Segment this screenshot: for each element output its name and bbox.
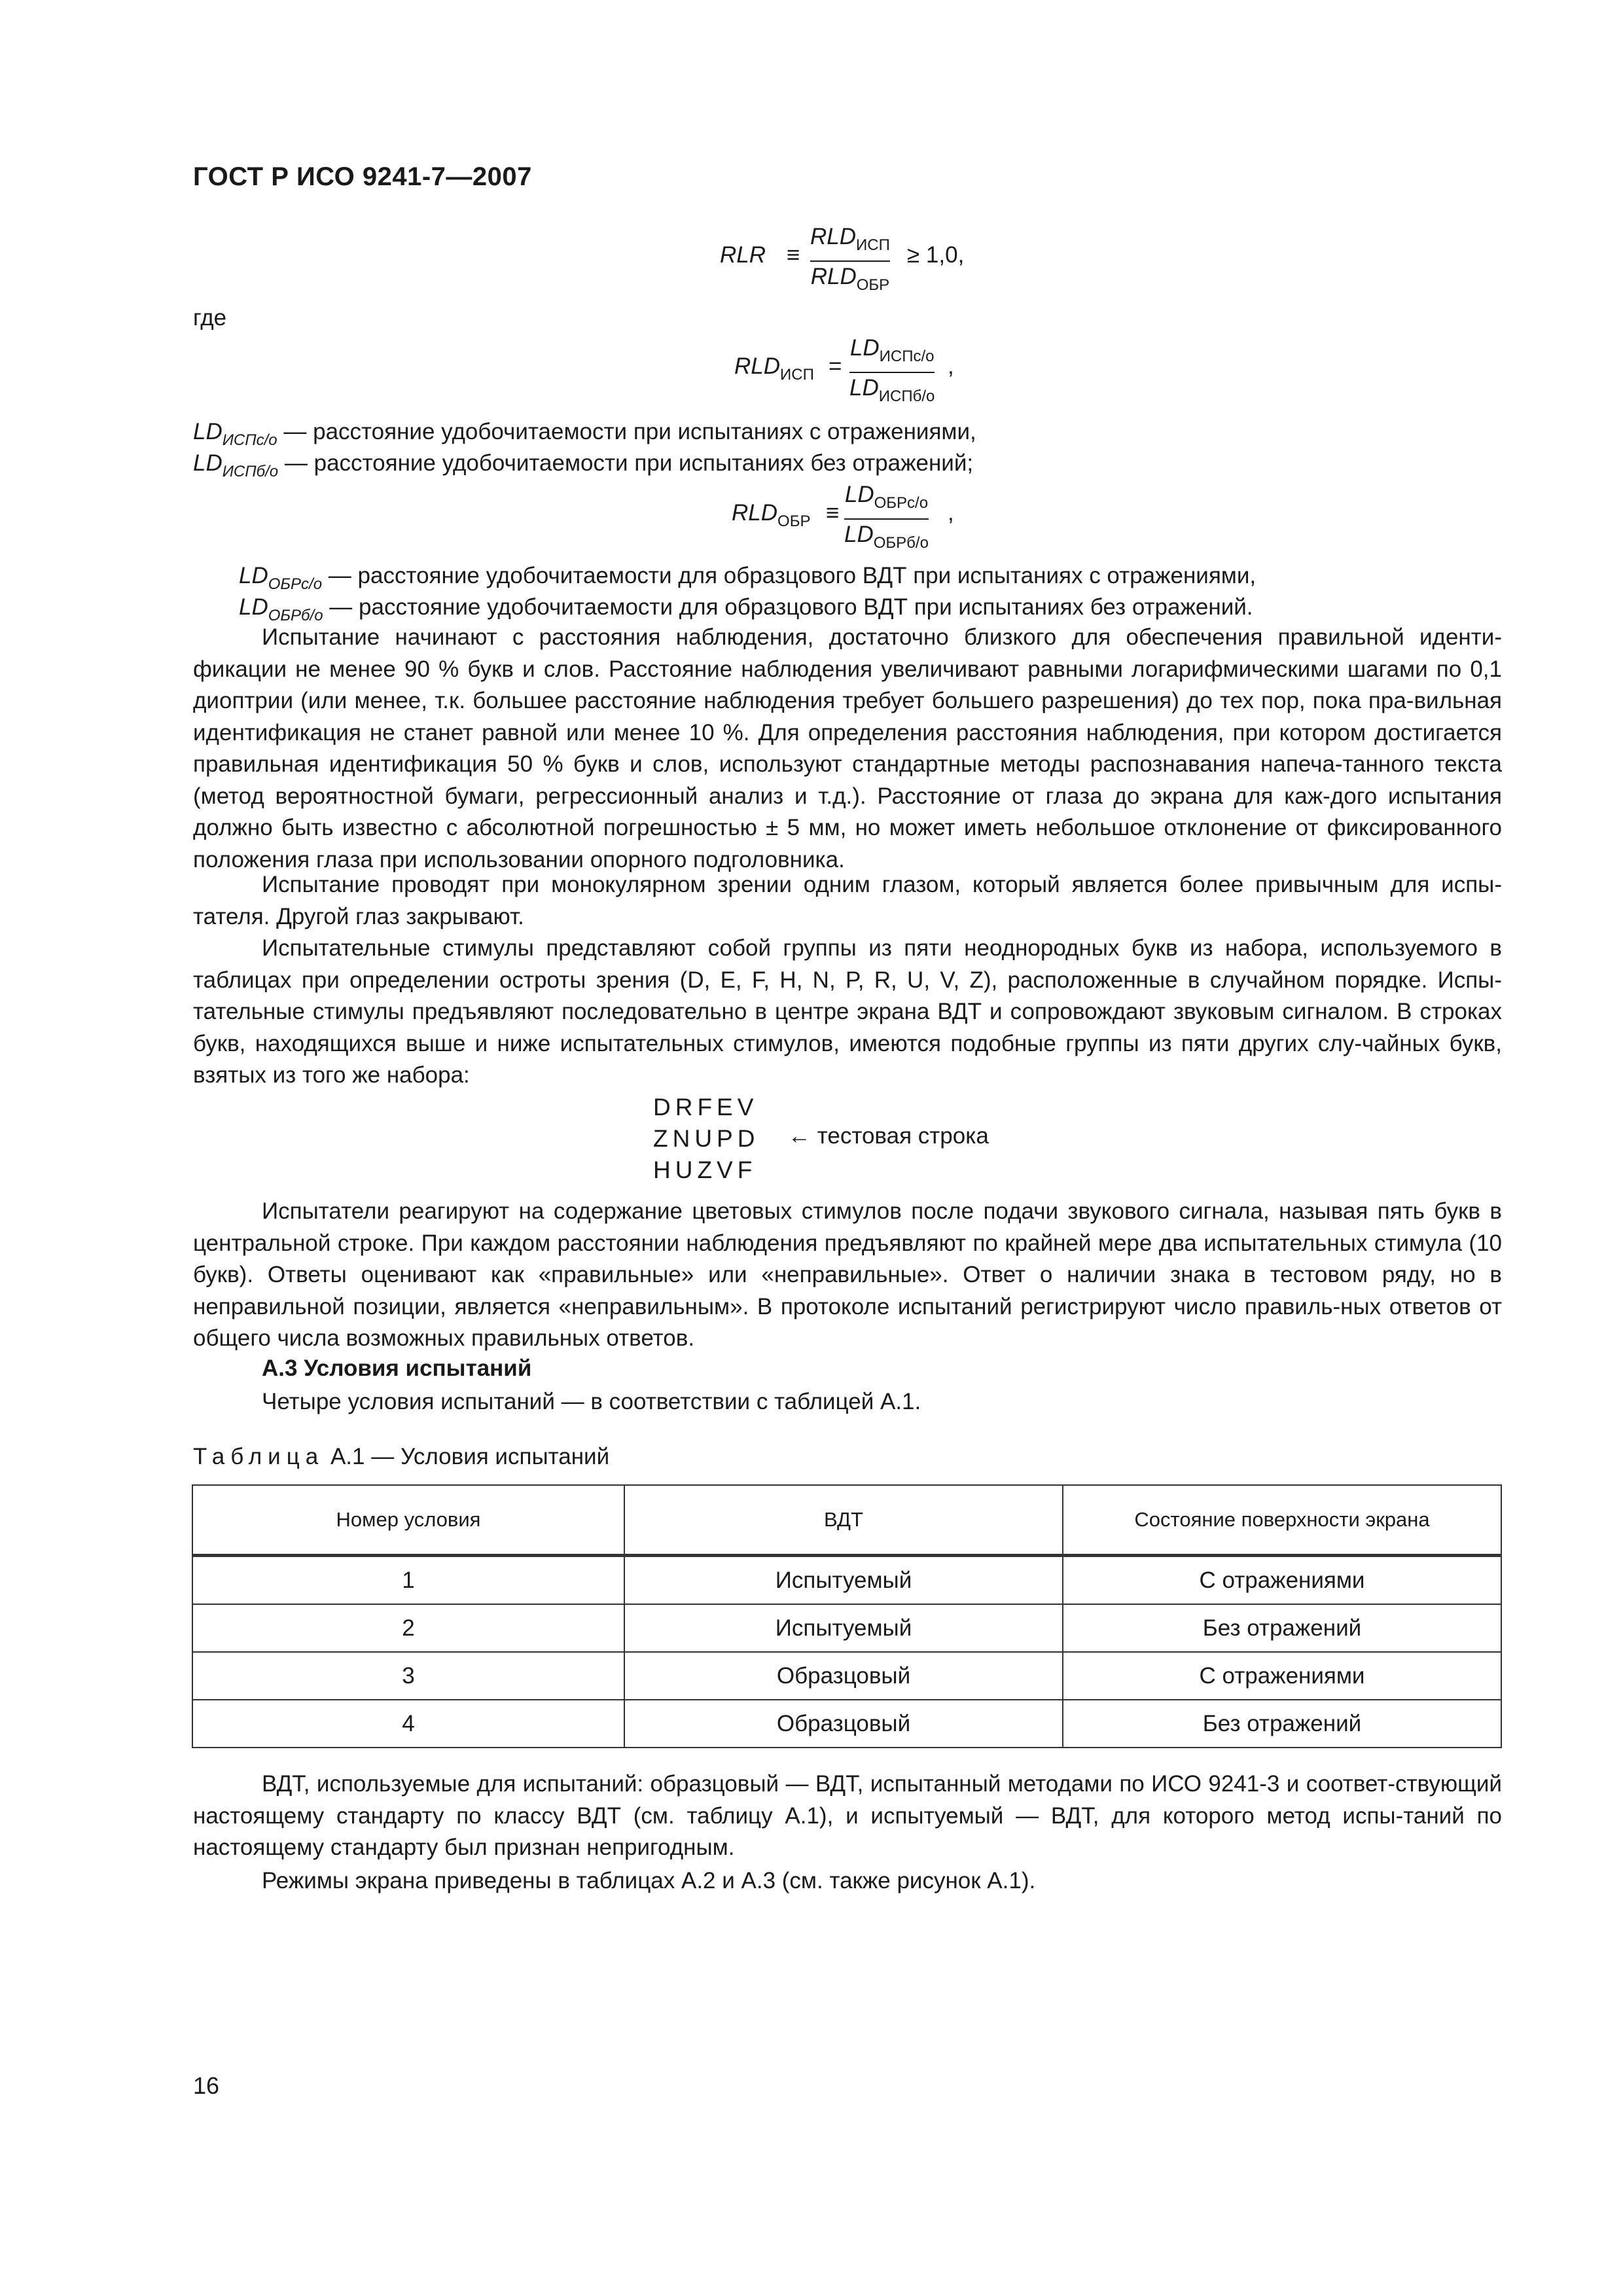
table-header-cell: Состояние поверхности экрана bbox=[1063, 1485, 1501, 1556]
formula1-fraction bbox=[810, 224, 890, 298]
table-cell: Образцовый bbox=[624, 1700, 1063, 1748]
table-row bbox=[192, 1700, 1501, 1748]
table-cell: Испытуемый bbox=[624, 1556, 1063, 1605]
formula2-fraction: $LD_{ИСПс/о}$ $LD_{ИСПб/о}$ bbox=[849, 335, 935, 405]
table-row bbox=[192, 1604, 1501, 1652]
formula3-eq: ≡ bbox=[826, 500, 840, 526]
paragraph-vdt-definitions: ВДТ, используемые для испытаний: образцовый — ВДТ, испытанный методами по ИСО 9241-3 и соответ-ствующий настоящему стандарту по классу ВДТ (см. таблицу А.1), и испытуемый — ВДТ, для которого метод испы-таний по настоящему стандарту был признан непригодным. bbox=[193, 1771, 1502, 1860]
paragraph-screen-modes: Режимы экрана приведены в таблицах А.2 и А.3 (см. также рисунок А.1). bbox=[262, 1868, 1036, 1893]
table-cell: Образцовый bbox=[624, 1652, 1063, 1700]
paragraph-monocular: Испытание проводят при монокулярном зрении одним глазом, который является более привычным для испы-тателя. Другой глаз закрывают. bbox=[193, 872, 1502, 929]
table-cell: 4 bbox=[192, 1700, 624, 1748]
formula1-tail: ≥ 1,0, bbox=[907, 242, 965, 268]
formula1-num-sub: ИСП bbox=[856, 236, 890, 254]
test-line-note: ← тестовая строка bbox=[788, 1123, 989, 1149]
definition-4: $LD_{ОБРб/о}$ — расстояние удобочитаемости для образцового ВДТ при испытаниях без отражений. bbox=[239, 594, 1253, 624]
formula3-lhs: $RLD_{ОБР}$ bbox=[732, 500, 811, 530]
table-header-cell: Номер условия bbox=[192, 1485, 624, 1556]
letter-row-test: ZNUPD bbox=[653, 1125, 760, 1152]
table-cell: Испытуемый bbox=[624, 1604, 1063, 1652]
formula1-num: RLD bbox=[810, 224, 857, 249]
table-row bbox=[192, 1652, 1501, 1700]
formula2-lhs: $RLD_{ИСП}$ bbox=[734, 353, 814, 384]
table-cell: С отражениями bbox=[1063, 1652, 1501, 1700]
formula2-eq: = bbox=[829, 353, 842, 379]
conditions-table bbox=[192, 1484, 1502, 1748]
formula1-eq: ≡ bbox=[787, 242, 800, 268]
where-label: где bbox=[193, 305, 227, 331]
table-cell: 2 bbox=[192, 1604, 624, 1652]
letter-row-bottom: HUZVF bbox=[653, 1157, 757, 1183]
table-cell: С отражениями bbox=[1063, 1556, 1501, 1605]
formula1-den-sub: ОБР bbox=[856, 276, 890, 294]
table-cell: 1 bbox=[192, 1556, 624, 1605]
definition-3: $LD_{ОБРс/о}$ — расстояние удобочитаемости для образцового ВДТ при испытаниях с отражениями, bbox=[239, 563, 1257, 593]
definition-1: $LD_{ИСПс/о}$ — расстояние удобочитаемости при испытаниях с отражениями, bbox=[193, 419, 976, 449]
letter-row-top: DRFEV bbox=[653, 1094, 758, 1121]
table-row bbox=[192, 1556, 1501, 1605]
table-cell: 3 bbox=[192, 1652, 624, 1700]
table-caption: Таблица А.1 — Условия испытаний bbox=[193, 1444, 610, 1469]
definition-2: $LD_{ИСПб/о}$ — расстояние удобочитаемости при испытаниях без отражений; bbox=[193, 450, 974, 480]
formula2-tail: , bbox=[948, 353, 954, 379]
paragraph-test-start: Испытание начинают с расстояния наблюдения, достаточно близкого для обеспечения правильной иденти-фикации не менее 90 % букв и слов. Расстояние наблюдения увеличивают равными логарифмическими шагами по 0,1 диоптрии (или менее, т.к. большее расстояние наблюдения требует большего разрешения) до тех пор, пока пра-вильная идентификация не станет равной или менее 10 %. Для определения расстояния наблюдения, при котором достигается правильная идентификация 50 % букв и слов, используют стандартные методы распознавания напеча-танного текста (метод вероятностной бумаги, регрессионный анализ и т.д.). Расстояние от глаза до экрана для каж-дого испытания должно быть известно с абсолютной погрешностью ± 5 мм, но может иметь небольшое отклонение от фиксированного положения глаза при использовании опорного подголовника. bbox=[193, 624, 1502, 872]
formula3-tail: , bbox=[948, 500, 954, 526]
table-cell: Без отражений bbox=[1063, 1604, 1501, 1652]
paragraph-conditions: Четыре условия испытаний — в соответствии с таблицей А.1. bbox=[262, 1389, 921, 1414]
table-header-cell: ВДТ bbox=[624, 1485, 1063, 1556]
formula1-lhs: RLR bbox=[720, 242, 766, 268]
paragraph-stimuli: Испытательные стимулы представляют собой группы из пяти неоднородных букв из набора, используемого в таблицах при определении остроты зрения (D, E, F, H, N, P, R, U, V, Z), расположенные в случайном порядке. Испы-тательные стимулы предъявляют последовательно в центре экрана ВДТ и сопровождают звуковым сигналом. В строках букв, находящихся выше и ниже испытательных стимулов, имеются подобные группы из пяти других слу-чайных букв, взятых из того же набора: bbox=[193, 935, 1502, 1088]
page-number: 16 bbox=[193, 2072, 220, 2099]
document-header: ГОСТ Р ИСО 9241-7—2007 bbox=[193, 162, 532, 191]
formula3-fraction: $LD_{ОБРс/о}$ $LD_{ОБРб/о}$ bbox=[844, 482, 929, 552]
paragraph-responses: Испытатели реагируют на содержание цветовых стимулов после подачи звукового сигнала, называя пять букв в центральной строке. При каждом расстоянии наблюдения предъявляют по крайней мере два испытательных стимула (10 букв). Ответы оценивают как «правильные» или «неправильные». Ответ о наличии знака в тестовом ряду, но в неправильной позиции, является «неправильным». В протоколе испытаний регистрируют число правиль-ных ответов от общего числа возможных правильных ответов. bbox=[193, 1198, 1502, 1351]
table-header-row bbox=[192, 1485, 1501, 1556]
formula1-den: RLD bbox=[810, 264, 857, 289]
section-heading: А.3 Условия испытаний bbox=[262, 1355, 532, 1381]
letter-groups bbox=[653, 1092, 759, 1186]
table-cell: Без отражений bbox=[1063, 1700, 1501, 1748]
